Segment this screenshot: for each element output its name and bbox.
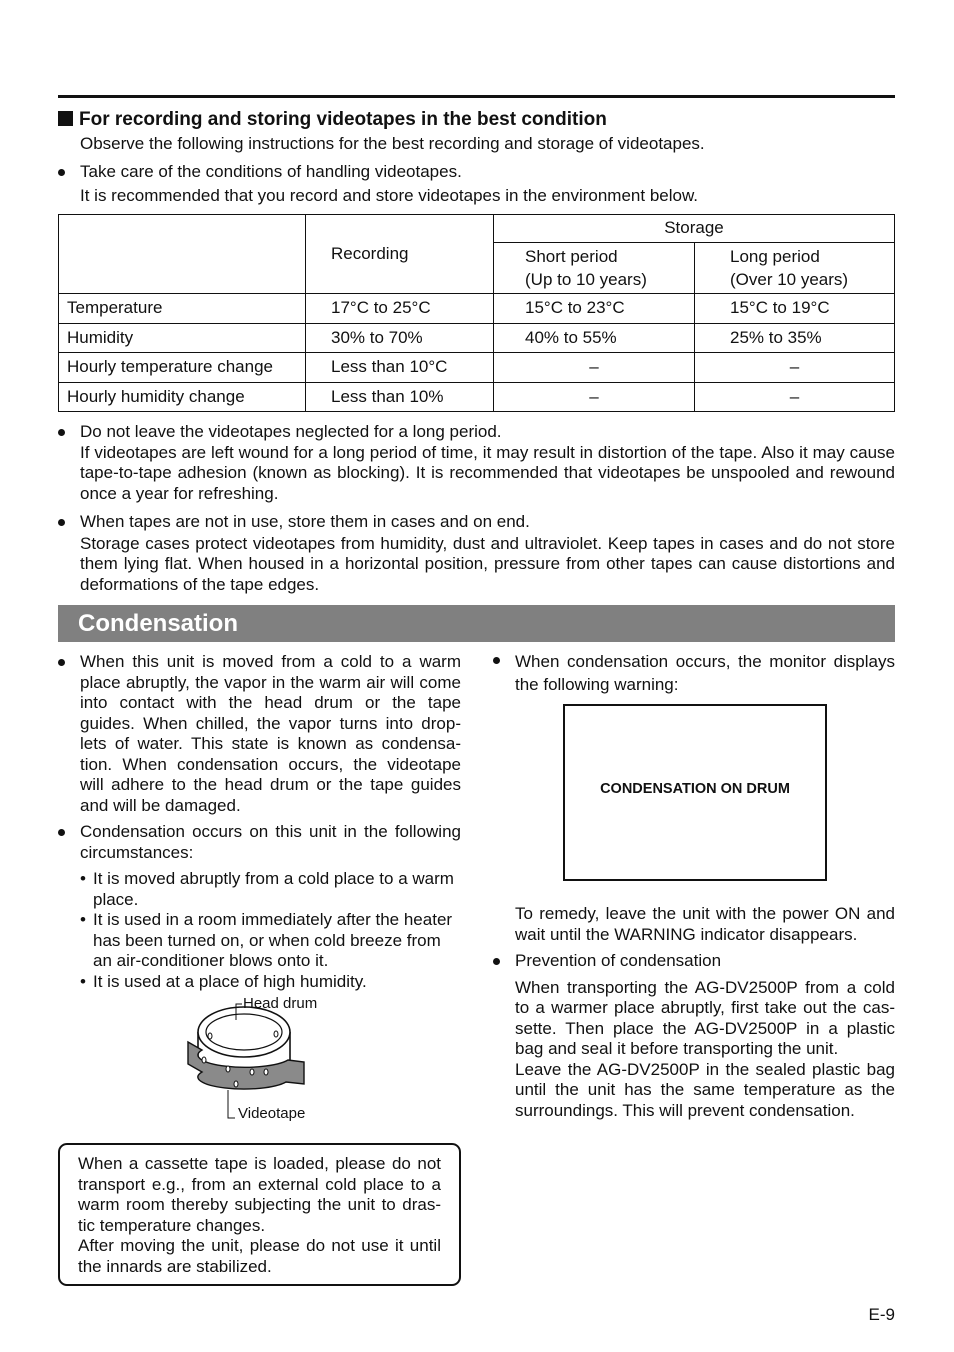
bullet-dot-icon — [58, 829, 65, 836]
right-bullet-2-text-2: Leave the AG-DV2500P in the sealed plastic bag until the unit has the same temperature as the surroundings. This will prevent condensation. — [515, 1059, 895, 1120]
monitor-warning-text: CONDENSATION ON DRUM — [600, 781, 790, 797]
row-label: Humidity — [59, 323, 306, 353]
bullet-dot-icon — [493, 958, 500, 965]
bullet-dot-icon — [58, 169, 65, 176]
table-header-short — [494, 243, 695, 294]
table-row — [59, 294, 895, 324]
long-line-1: Long period — [730, 247, 820, 266]
bullet-text: It is recommended that you record and store videotapes in the environment below. — [80, 185, 699, 205]
row-recording: 30% to 70% — [306, 323, 494, 353]
condensation-title: Condensation — [78, 610, 238, 637]
left-bullet-1-text: When this unit is moved from a cold to a warm place abruptly, the vapor in the warm air will come into contact with the head drum or the tape guides. When chilled, the vapor turns into drop-lets of water. This state is known as condensa-tion. When condensation occurs, the videotape will adhere to the head drum or the tape guides and will be damaged. — [80, 652, 461, 815]
row-short: 40% to 55% — [494, 323, 695, 353]
top-rule — [58, 95, 895, 98]
table-row — [59, 382, 895, 412]
row-short: 15°C to 23°C — [494, 294, 695, 324]
table-corner-cell — [59, 215, 306, 294]
section-heading-text: For recording and storing videotapes in the best condition — [79, 109, 607, 130]
left-column — [58, 652, 461, 992]
row-long: 25% to 35% — [695, 323, 895, 353]
bullet-text: Storage cases protect videotapes from humidity, dust and ultraviolet. Keep tapes in cases and do not store them lying flat. When housed in a horizontal position, pressure from other tapes can cause distortions and deformations of the tape edges. — [80, 533, 895, 594]
condensation-banner — [58, 605, 895, 642]
remedy-block — [493, 904, 895, 945]
left-bullet-2-text: Condensation occurs on this unit in the following circumstances: — [80, 822, 461, 862]
bullet-lead: When tapes are not in use, store them in cases and on end. — [80, 512, 530, 531]
right-column-lower — [493, 904, 895, 1121]
table-header-recording: Recording — [306, 215, 494, 294]
row-short: – — [494, 382, 695, 412]
bullet-dot-icon — [58, 519, 65, 526]
circumstance-list — [58, 869, 461, 992]
short-line-2: (Up to 10 years) — [525, 270, 647, 289]
right-bullet-1 — [493, 650, 895, 696]
row-long: – — [695, 353, 895, 383]
row-short: – — [494, 353, 695, 383]
list-item: • It is moved abruptly from a cold place to a warm place. — [80, 869, 461, 910]
left-bullet-1 — [58, 652, 461, 816]
square-bullet-icon — [58, 111, 73, 126]
row-long: – — [695, 382, 895, 412]
left-bullet-2 — [58, 822, 461, 863]
page-number: E-9 — [868, 1305, 895, 1324]
right-bullet-2 — [493, 951, 895, 1121]
list-item: • It is used in a room immediately after the heater has been turned on, or when cold breeze from an air-conditioner blows onto it. — [80, 910, 461, 972]
bullet-handling — [58, 162, 895, 206]
caution-box — [58, 1143, 461, 1286]
table-header-long — [695, 243, 895, 294]
head-drum-diagram — [180, 992, 360, 1127]
monitor-warning-display — [563, 704, 827, 881]
row-label: Temperature — [59, 294, 306, 324]
bullet-lead: Take care of the conditions of handling videotapes. — [80, 162, 462, 181]
long-line-2: (Over 10 years) — [730, 270, 849, 289]
bullet-dot-icon — [493, 657, 500, 664]
right-bullet-2-lead: Prevention of condensation — [515, 951, 722, 970]
row-recording: Less than 10% — [306, 382, 494, 412]
bullet-text: If videotapes are left wound for a long period of time, it may result in distortion of the tape. Also it may cause tape-to-tape adhesion (known as blocking). It is recommended that videotapes be unspooled and rewound once a year for refreshing. — [80, 442, 895, 503]
videotape-label: Videotape — [238, 1105, 306, 1122]
right-bullet-2-text-1: When transporting the AG-DV2500P from a cold to a warmer place abruptly, first take out the cas-sette. Then place the AG-DV2500P in a plastic bag and seal it before transporting the unit. — [515, 977, 895, 1058]
bullet-neglect — [58, 422, 895, 504]
remedy-text: To remedy, leave the unit with the power ON and wait until the WARNING indicator disappears. — [515, 904, 895, 944]
list-item: • It is used at a place of high humidity. — [80, 972, 461, 993]
right-bullet-1-text: When condensation occurs, the monitor displays the following warning: — [515, 652, 895, 694]
bullet-lead: Do not leave the videotapes neglected for a long period. — [80, 422, 502, 441]
bullet-dot-icon — [58, 659, 65, 666]
bullet-storage-cases — [58, 512, 895, 595]
environment-table — [58, 214, 895, 412]
table-row — [59, 323, 895, 353]
head-drum-label: Head drum — [243, 995, 318, 1012]
caution-text-1: When a cassette tape is loaded, please do not transport e.g., from an external cold place to a warm room thereby subjecting the unit to dras-tic temperature changes. — [78, 1154, 441, 1235]
caution-text-2: After moving the unit, please do not use it until the innards are stabilized. — [78, 1236, 441, 1276]
right-column — [493, 650, 895, 696]
bullet-dot-icon — [58, 429, 65, 436]
section-heading — [58, 109, 895, 131]
row-label: Hourly humidity change — [59, 382, 306, 412]
section-intro: Observe the following instructions for the best recording and storage of videotapes. — [80, 134, 705, 153]
short-line-1: Short period — [525, 247, 618, 266]
row-recording: 17°C to 25°C — [306, 294, 494, 324]
row-long: 15°C to 19°C — [695, 294, 895, 324]
row-label: Hourly temperature change — [59, 353, 306, 383]
row-recording: Less than 10°C — [306, 353, 494, 383]
table-row — [59, 353, 895, 383]
table-header-storage: Storage — [494, 215, 895, 243]
